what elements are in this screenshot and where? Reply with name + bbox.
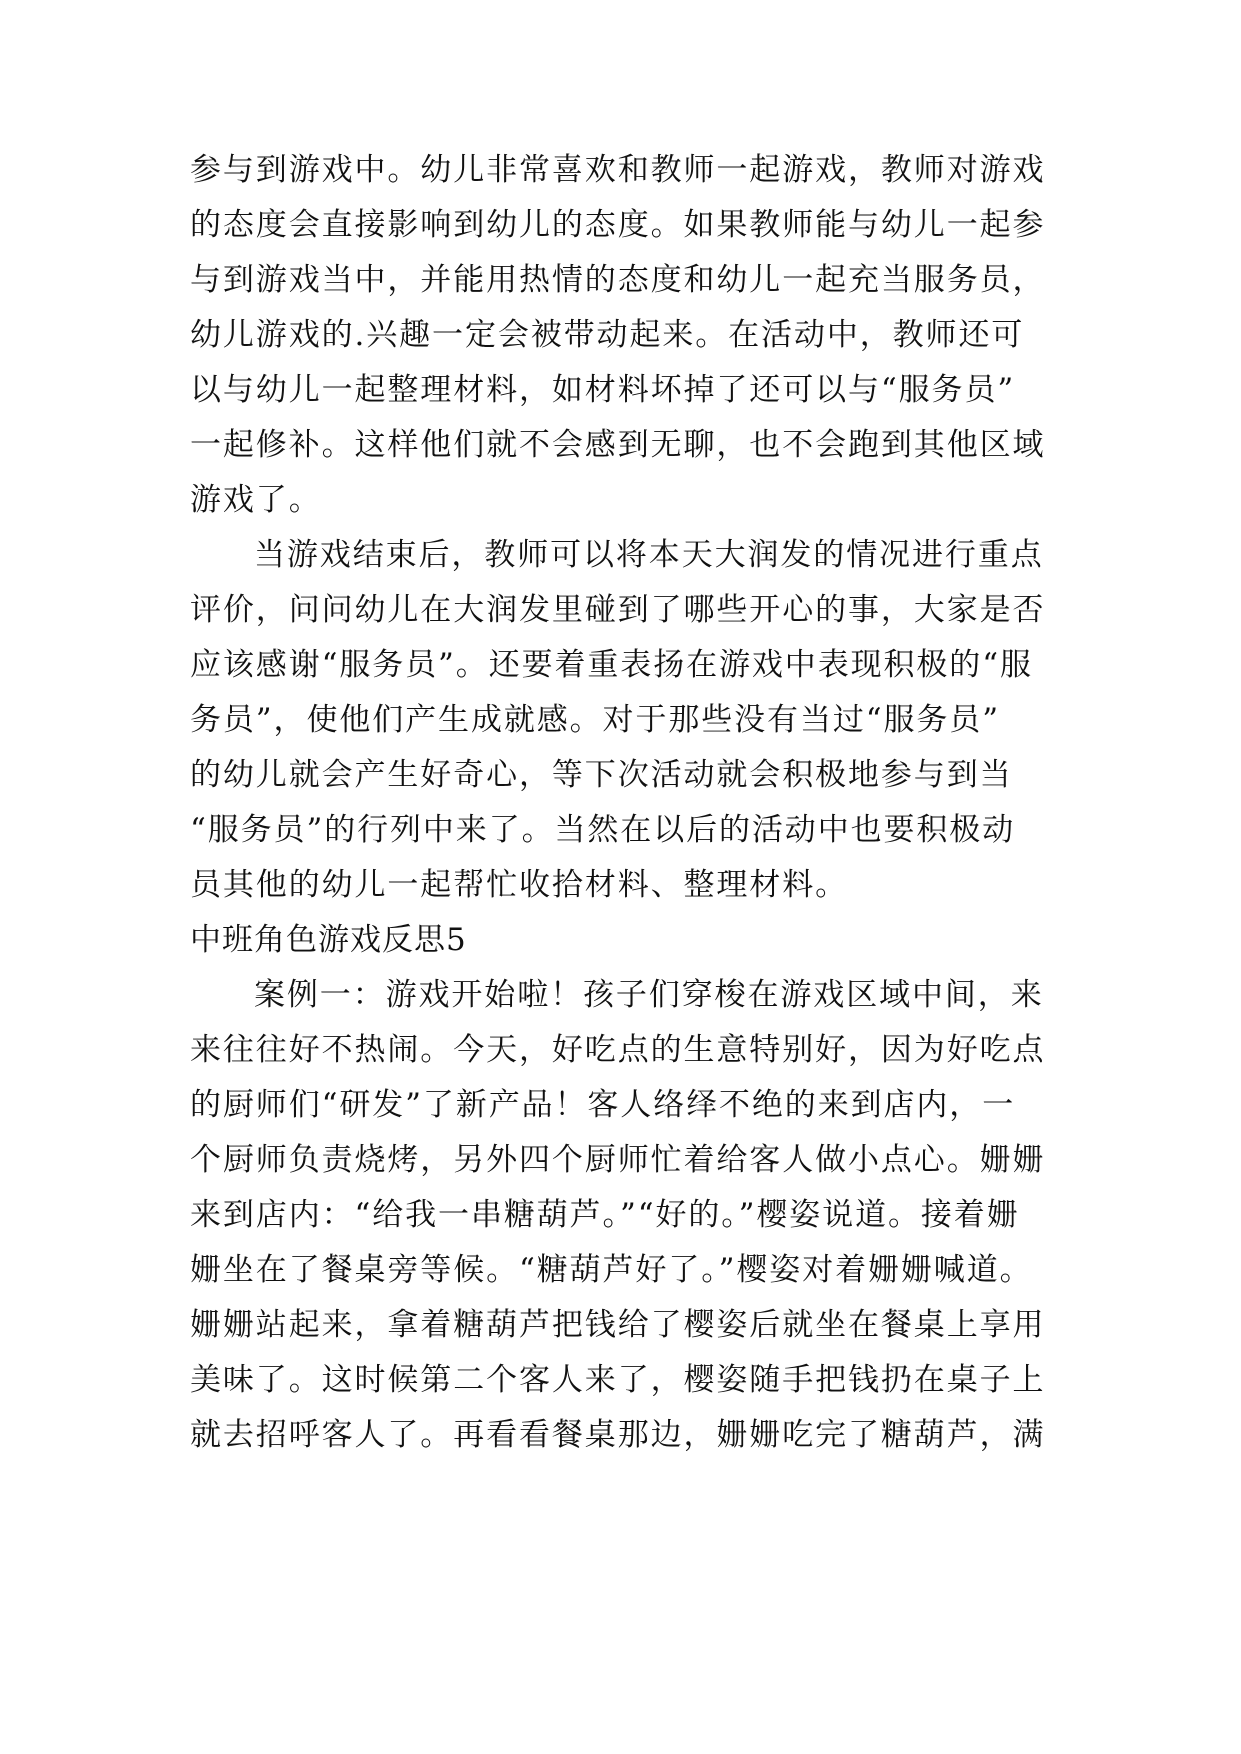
paragraph-line: 参与到游戏中。幼儿非常喜欢和教师一起游戏，教师对游戏 bbox=[190, 152, 1046, 188]
paragraph-line: 与到游戏当中，并能用热情的态度和幼儿一起充当服务员， bbox=[190, 262, 1046, 298]
paragraph-line: 就去招呼客人了。再看看餐桌那边，姗姗吃完了糖葫芦，满 bbox=[190, 1417, 1046, 1453]
paragraph-line: 一起修补。这样他们就不会感到无聊，也不会跑到其他区域 bbox=[190, 427, 1046, 463]
paragraph-line: 来到店内：“给我一串糖葫芦。”“好的。”樱姿说道。接着姗 bbox=[190, 1197, 1020, 1233]
paragraph-line: 姗坐在了餐桌旁等候。“糖葫芦好了。”樱姿对着姗姗喊道。 bbox=[190, 1252, 1033, 1288]
paragraph-line: 当游戏结束后，教师可以将本天大润发的情况进行重点 bbox=[254, 537, 1044, 573]
paragraph-line: 务员”，使他们产生成就感。对于那些没有当过“服务员” bbox=[190, 702, 1000, 738]
paragraph-line: 员其他的幼儿一起帮忙收拾材料、整理材料。 bbox=[190, 867, 848, 903]
paragraph-line: 以与幼儿一起整理材料，如材料坏掉了还可以与“服务员” bbox=[190, 372, 1016, 408]
paragraph-line: 幼儿游戏的.兴趣一定会被带动起来。在活动中，教师还可 bbox=[190, 317, 1025, 353]
paragraph-line: 美味了。这时候第二个客人来了，樱姿随手把钱扔在桌子上 bbox=[190, 1362, 1046, 1398]
paragraph-line: 游戏了。 bbox=[190, 482, 322, 518]
paragraph-line: 案例一：游戏开始啦！孩子们穿梭在游戏区域中间，来 bbox=[254, 977, 1044, 1013]
paragraph-line: 的厨师们“研发”了新产品！客人络绎不绝的来到店内，一 bbox=[190, 1087, 1016, 1123]
paragraph-line: 的态度会直接影响到幼儿的态度。如果教师能与幼儿一起参 bbox=[190, 207, 1046, 243]
paragraph-line: 来往往好不热闹。今天，好吃点的生意特别好，因为好吃点 bbox=[190, 1032, 1046, 1068]
section-heading: 中班角色游戏反思5 bbox=[190, 922, 467, 958]
paragraph-line: 评价，问问幼儿在大润发里碰到了哪些开心的事，大家是否 bbox=[190, 592, 1046, 628]
paragraph-line: “服务员”的行列中来了。当然在以后的活动中也要积极动 bbox=[190, 812, 1016, 848]
paragraph-line: 的幼儿就会产生好奇心，等下次活动就会积极地参与到当 bbox=[190, 757, 1013, 793]
paragraph-line: 应该感谢“服务员”。还要着重表扬在游戏中表现积极的“服 bbox=[190, 647, 1033, 683]
paragraph-line: 姗姗站起来，拿着糖葫芦把钱给了樱姿后就坐在餐桌上享用 bbox=[190, 1307, 1046, 1343]
paragraph-line: 个厨师负责烧烤，另外四个厨师忙着给客人做小点心。姗姗 bbox=[190, 1142, 1046, 1178]
